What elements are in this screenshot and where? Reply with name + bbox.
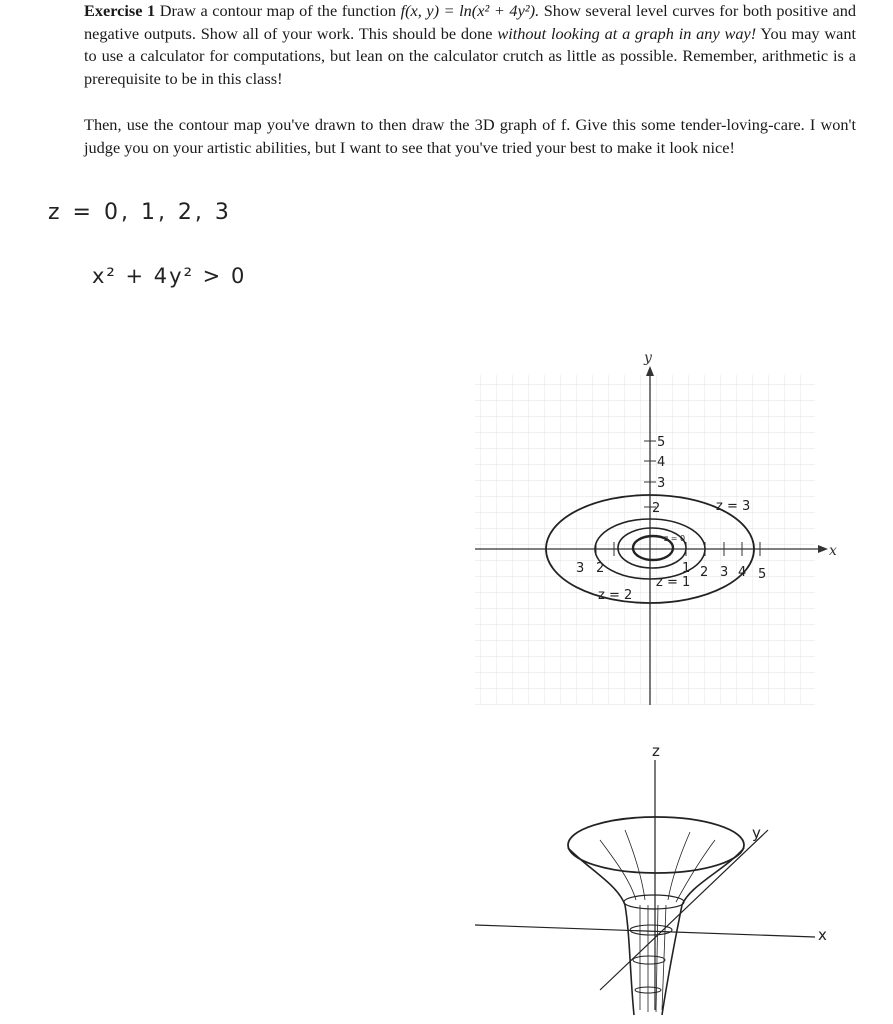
- contour-map: [475, 350, 837, 705]
- y-axis-label-3d: y: [752, 824, 761, 842]
- handwritten-domain-inequality: x² + 4y² > 0: [92, 264, 247, 288]
- funnel-shading: [600, 830, 715, 1012]
- exercise-paragraph-2: Then, use the contour map you've drawn to then draw the 3D graph of f. Give this some tender-loving-care. I won't judge you on your artistic abilities, but I want to see that you've tried your best to make it look nice!: [84, 115, 856, 157]
- curve-label-z1: z = 1: [656, 575, 691, 590]
- exercise-intro: Draw a contour map of the function: [159, 1, 396, 20]
- funnel-ring-2: [630, 925, 672, 935]
- x-tick-3: 3: [720, 565, 729, 580]
- x-axis-arrow-icon: [818, 545, 828, 553]
- x-tick-5: 5: [758, 567, 767, 582]
- x-tick-neg-3: 3: [576, 561, 585, 576]
- exercise-emphasis: without looking at a graph in any way!: [497, 23, 757, 43]
- x-tick-neg-2: 2: [596, 561, 605, 576]
- x-axis-label: x: [829, 543, 837, 559]
- exercise-calculator-note: You may want to use a calculator for computations, but lean on the calculator crutch as little as possible. Remember, arithmetic is a prerequisite to be in this class!: [84, 23, 857, 88]
- y-tick-4: 4: [657, 455, 666, 470]
- graph-paper-grid: [475, 375, 815, 705]
- y-axis-label: y: [644, 350, 652, 366]
- funnel-left-side: [568, 848, 634, 1015]
- x-axis-label-3d: x: [818, 926, 827, 944]
- handwritten-level-values: z = 0, 1, 2, 3: [48, 200, 232, 225]
- curve-label-z0: z = 0: [664, 534, 686, 543]
- curve-label-z3: z = 3: [716, 499, 751, 514]
- exercise-formula: f(x, y) = ln(x² + 4y²).: [400, 1, 540, 20]
- funnel-ring-3: [633, 956, 665, 964]
- surface-3d-sketch: [475, 742, 827, 1015]
- x-tick-1: 1: [682, 561, 691, 576]
- y-tick-3: 3: [657, 476, 666, 491]
- y-axis-arrow-icon: [646, 366, 654, 376]
- x-tick-4: 4: [738, 565, 747, 580]
- x-tick-2: 2: [700, 565, 709, 580]
- y-tick-2: 2: [652, 501, 661, 516]
- z-axis-label: z: [652, 742, 660, 760]
- funnel-rim: [568, 817, 744, 873]
- exercise-label: Exercise 1: [84, 1, 156, 20]
- y-tick-5: 5: [657, 435, 666, 450]
- exercise-instructions: Show several level curves for both positive and negative outputs. Show all of your work. This should be done: [84, 1, 856, 43]
- funnel-ring-1: [624, 895, 684, 909]
- curve-label-z2: z = 2: [598, 588, 633, 603]
